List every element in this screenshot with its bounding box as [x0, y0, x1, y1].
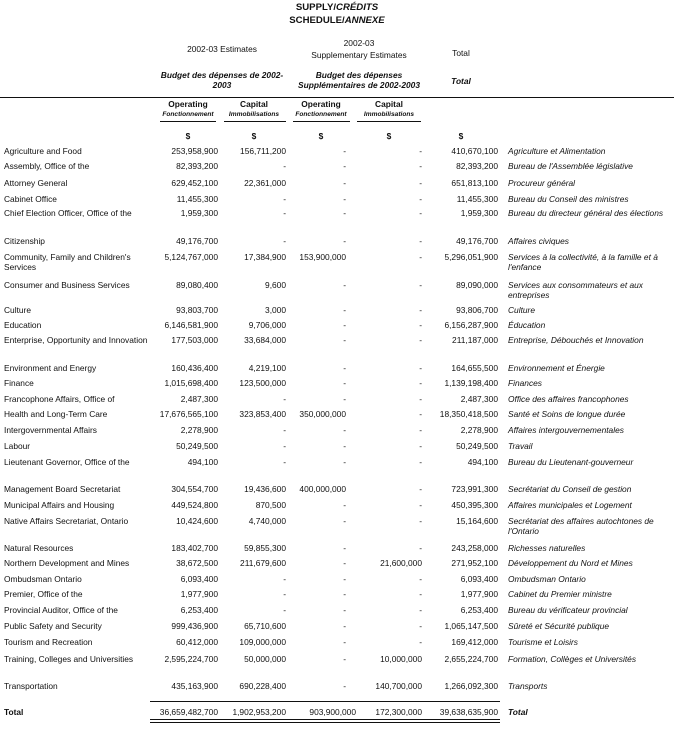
- row-name: Francophone Affairs, Office of: [4, 394, 115, 404]
- row-capital: -: [283, 457, 286, 467]
- row-supp-capital: -: [419, 335, 422, 345]
- row-capital: 109,000,000: [239, 637, 286, 647]
- row-total: 2,487,300: [460, 394, 498, 404]
- row-operating: 183,402,700: [171, 543, 218, 553]
- row-supp-operating: -: [343, 500, 346, 510]
- row-total: 6,156,287,900: [444, 320, 498, 330]
- row-supp-operating: -: [343, 280, 346, 290]
- row-supp-operating: -: [343, 161, 346, 171]
- currency-op: $: [185, 131, 191, 141]
- subheader-rule-1: [160, 121, 216, 122]
- row-supp-capital: -: [419, 457, 422, 467]
- header-estimates: 2002-03 Estimates: [187, 44, 257, 54]
- row-name: Tourism and Recreation: [4, 637, 93, 647]
- row-total: 82,393,200: [456, 161, 498, 171]
- row-supp-operating: -: [343, 335, 346, 345]
- row-operating: 304,554,700: [171, 484, 218, 494]
- row-supp-capital: -: [419, 194, 422, 204]
- row-total: 169,412,000: [451, 637, 498, 647]
- row-name: Premier, Office of the: [4, 589, 83, 599]
- row-name: Health and Long-Term Care: [4, 409, 108, 419]
- totals-label: Total: [4, 707, 24, 717]
- row-total: 1,065,147,500: [444, 621, 498, 631]
- row-supp-operating: -: [343, 178, 346, 188]
- row-supp-capital: -: [419, 208, 422, 218]
- row-name: Ombudsman Ontario: [4, 574, 82, 584]
- row-supp-capital: -: [419, 574, 422, 584]
- totals-total: 39,638,635,900: [439, 707, 498, 717]
- row-operating: 6,093,400: [180, 574, 218, 584]
- row-operating: 2,487,300: [180, 394, 218, 404]
- row-supp-capital: -: [419, 320, 422, 330]
- subheader-supp-capital-fr: Immobilisations: [363, 111, 415, 118]
- row-supp-operating: -: [343, 208, 346, 218]
- row-supp-capital: -: [419, 146, 422, 156]
- subheader-supp-operating-fr: Fonctionnement: [295, 111, 347, 118]
- row-name-fr: Procureur général: [508, 178, 576, 188]
- row-capital: -: [283, 441, 286, 451]
- row-name: Citizenship: [4, 236, 45, 246]
- row-operating: 5,124,767,000: [164, 252, 218, 262]
- row-supp-capital: 140,700,000: [375, 681, 422, 691]
- row-name: Municipal Affairs and Housing: [4, 500, 115, 510]
- row-total: 50,249,500: [456, 441, 498, 451]
- row-supp-operating: -: [343, 605, 346, 615]
- subheader-supp-operating: Operating: [301, 99, 341, 109]
- row-total: 651,813,100: [451, 178, 498, 188]
- row-supp-capital: -: [419, 305, 422, 315]
- row-operating: 17,676,565,100: [159, 409, 218, 419]
- row-name: Assembly, Office of the: [4, 161, 90, 171]
- row-name: Culture: [4, 305, 31, 315]
- row-operating: 2,595,224,700: [164, 654, 218, 664]
- totals-label-fr: Total: [508, 707, 528, 717]
- row-name: Intergovernmental Affairs: [4, 425, 97, 435]
- row-name: Natural Resources: [4, 543, 74, 553]
- row-supp-capital: -: [419, 543, 422, 553]
- row-name: Training, Colleges and Universities: [4, 654, 134, 664]
- row-supp-operating: -: [343, 194, 346, 204]
- row-name-fr: Agriculture et Alimentation: [508, 146, 606, 156]
- row-name-fr: Bureau du directeur général des élections: [508, 208, 664, 218]
- row-supp-capital: -: [419, 621, 422, 631]
- subheader-operating-fr: Fonctionnement: [162, 111, 214, 118]
- row-name-fr: Finances: [508, 378, 542, 388]
- row-supp-capital: -: [419, 484, 422, 494]
- row-name: Native Affairs Secretariat, Ontario: [4, 516, 129, 526]
- row-capital: 65,710,600: [244, 621, 286, 631]
- row-operating: 82,393,200: [176, 161, 218, 171]
- row-capital: 59,855,300: [244, 543, 286, 553]
- row-operating: 50,249,500: [176, 441, 218, 451]
- row-capital: 870,500: [255, 500, 286, 510]
- row-capital: -: [283, 605, 286, 615]
- row-name: Finance: [4, 378, 34, 388]
- subheader-rule-3: [293, 121, 350, 122]
- row-name-fr: Ombudsman Ontario: [508, 574, 586, 584]
- row-supp-capital: -: [419, 252, 422, 262]
- row-capital: 9,600: [265, 280, 286, 290]
- row-supp-capital: -: [419, 516, 422, 526]
- row-supp-operating: -: [343, 378, 346, 388]
- row-operating: 38,672,500: [176, 558, 218, 568]
- row-supp-operating: -: [343, 637, 346, 647]
- row-supp-capital: -: [419, 178, 422, 188]
- row-supp-capital: -: [419, 394, 422, 404]
- row-capital: -: [283, 194, 286, 204]
- row-total: 450,395,300: [451, 500, 498, 510]
- row-total: 494,100: [467, 457, 498, 467]
- row-supp-operating: -: [343, 441, 346, 451]
- row-total: 410,670,100: [451, 146, 498, 156]
- row-operating: 1,977,900: [180, 589, 218, 599]
- row-capital: 17,384,900: [244, 252, 286, 262]
- title-credits: CRÉDITS: [336, 2, 379, 13]
- row-operating: 629,452,100: [171, 178, 218, 188]
- row-name: Transportation: [4, 681, 58, 691]
- row-total: 2,278,900: [460, 425, 498, 435]
- row-operating: 93,803,700: [176, 305, 218, 315]
- row-total: 18,350,418,500: [439, 409, 498, 419]
- row-name: Cabinet Office: [4, 194, 57, 204]
- totals-scap: 172,300,000: [375, 707, 422, 717]
- row-name-fr: Cabinet du Premier ministre: [508, 589, 612, 599]
- totals-cap: 1,902,953,200: [232, 707, 286, 717]
- row-name-fr: Travail: [508, 441, 533, 451]
- row-capital: -: [283, 208, 286, 218]
- row-capital: 323,853,400: [239, 409, 286, 419]
- row-name: Consumer and Business Services: [4, 280, 130, 290]
- currency-scap: $: [386, 131, 392, 141]
- row-name: Management Board Secretariat: [4, 484, 121, 494]
- row-supp-capital: -: [419, 500, 422, 510]
- row-capital: -: [283, 161, 286, 171]
- row-capital: 211,679,600: [240, 558, 286, 568]
- row-supp-operating: -: [343, 589, 346, 599]
- row-total: 271,952,100: [451, 558, 498, 568]
- row-supp-operating: -: [343, 236, 346, 246]
- subheader-supp-capital: Capital: [375, 99, 403, 109]
- row-supp-capital: -: [419, 589, 422, 599]
- row-operating: 160,436,400: [171, 363, 218, 373]
- header-rule: [0, 97, 674, 98]
- row-name-fr: Richesses naturelles: [508, 543, 586, 553]
- row-name-fr: Affaires civiques: [508, 236, 569, 246]
- row-supp-capital: 10,000,000: [380, 654, 422, 664]
- row-capital: 9,706,000: [248, 320, 286, 330]
- row-capital: -: [283, 394, 286, 404]
- currency-cap: $: [251, 131, 257, 141]
- totals-rule-bottom-2: [150, 722, 500, 723]
- row-name-fr: Services à la collectivité, à la famille et à l'enfance: [508, 252, 658, 272]
- row-supp-operating: -: [343, 558, 346, 568]
- row-name-fr: Secrétariat du Conseil de gestion: [508, 484, 632, 494]
- row-total: 1,959,300: [460, 208, 498, 218]
- row-total: 49,176,700: [456, 236, 498, 246]
- row-supp-operating: -: [343, 394, 346, 404]
- row-name-fr: Office des affaires francophones: [508, 394, 629, 404]
- row-supp-operating: -: [343, 654, 346, 664]
- row-total: 6,253,400: [460, 605, 498, 615]
- row-supp-capital: -: [419, 441, 422, 451]
- row-capital: 123,500,000: [239, 378, 286, 388]
- row-name: Agriculture and Food: [4, 146, 82, 156]
- row-capital: -: [283, 425, 286, 435]
- row-operating: 6,146,581,900: [164, 320, 218, 330]
- title-supply: SUPPLY/: [295, 2, 337, 13]
- row-total: 1,977,900: [460, 589, 498, 599]
- row-name: Chief Election Officer, Office of the: [4, 208, 132, 218]
- currency-sop: $: [318, 131, 324, 141]
- row-total: 1,139,198,400: [444, 378, 498, 388]
- row-supp-capital: 21,600,000: [380, 558, 422, 568]
- row-capital: 4,219,100: [248, 363, 286, 373]
- row-capital: 19,436,600: [244, 484, 286, 494]
- row-supp-operating: 350,000,000: [299, 409, 346, 419]
- row-supp-capital: -: [419, 637, 422, 647]
- currency-total: $: [458, 131, 464, 141]
- row-operating: 177,503,000: [171, 335, 218, 345]
- totals-sop: 903,900,000: [309, 707, 356, 717]
- row-total: 11,455,300: [456, 194, 498, 204]
- row-name: Provincial Auditor, Office of the: [4, 605, 118, 615]
- row-name-fr: Développement du Nord et Mines: [508, 558, 633, 568]
- row-operating: 2,278,900: [180, 425, 218, 435]
- row-name: Lieutenant Governor, Office of the: [4, 457, 130, 467]
- totals-rule-bottom-1: [150, 719, 500, 720]
- row-name-fr: Affaires municipales et Logement: [508, 500, 632, 510]
- row-name-fr: Bureau du Conseil des ministres: [508, 194, 629, 204]
- row-capital: -: [283, 236, 286, 246]
- subheader-operating: Operating: [168, 99, 208, 109]
- row-name-fr: Culture: [508, 305, 535, 315]
- row-name-fr: Sûreté et Sécurité publique: [508, 621, 610, 631]
- row-total: 15,164,600: [456, 516, 498, 526]
- title-annexe: ANNEXE: [344, 15, 385, 26]
- row-capital: 690,228,400: [239, 681, 286, 691]
- row-supp-capital: -: [419, 236, 422, 246]
- row-operating: 999,436,900: [171, 621, 218, 631]
- row-total: 89,090,000: [456, 280, 498, 290]
- row-name: Attorney General: [4, 178, 68, 188]
- row-supp-operating: -: [343, 305, 346, 315]
- row-total: 6,093,400: [460, 574, 498, 584]
- row-total: 723,991,300: [451, 484, 498, 494]
- totals-rule-top: [150, 701, 500, 702]
- row-supp-operating: -: [343, 363, 346, 373]
- row-supp-operating: -: [343, 457, 346, 467]
- row-supp-capital: -: [419, 425, 422, 435]
- row-operating: 435,163,900: [171, 681, 218, 691]
- header-supp-line2: Supplementary Estimates: [311, 50, 407, 60]
- row-capital: -: [283, 574, 286, 584]
- row-name: Community, Family and Children's Services: [4, 252, 131, 272]
- row-supp-operating: -: [343, 146, 346, 156]
- row-name-fr: Éducation: [508, 320, 546, 330]
- row-name: Labour: [4, 441, 31, 451]
- row-supp-capital: -: [419, 161, 422, 171]
- row-operating: 1,959,300: [180, 208, 218, 218]
- row-name-fr: Bureau de l'Assemblée législative: [508, 161, 633, 171]
- row-name: Northern Development and Mines: [4, 558, 130, 568]
- row-capital: 33,684,000: [244, 335, 286, 345]
- row-name-fr: Bureau du Lieutenant-gouverneur: [508, 457, 634, 467]
- row-total: 211,187,000: [452, 335, 498, 345]
- row-name-fr: Affaires intergouvernementales: [508, 425, 624, 435]
- row-name-fr: Bureau du vérificateur provincial: [508, 605, 628, 615]
- row-supp-operating: -: [343, 320, 346, 330]
- row-total: 243,258,000: [451, 543, 498, 553]
- row-supp-operating: -: [343, 681, 346, 691]
- row-name-fr: Environnement et Énergie: [508, 363, 605, 373]
- row-operating: 10,424,600: [176, 516, 218, 526]
- row-name-fr: Services aux consommateurs et aux entreprises: [508, 280, 643, 300]
- subheader-capital-fr: Immobilisations: [228, 111, 280, 118]
- row-supp-capital: -: [419, 378, 422, 388]
- row-name-fr: Formation, Collèges et Universités: [508, 654, 637, 664]
- row-supp-operating: -: [343, 425, 346, 435]
- row-capital: 3,000: [265, 305, 286, 315]
- row-name: Public Safety and Security: [4, 621, 102, 631]
- row-capital: 4,740,000: [248, 516, 286, 526]
- row-operating: 494,100: [187, 457, 218, 467]
- row-operating: 253,958,900: [171, 146, 218, 156]
- row-name-fr: Santé et Soins de longue durée: [508, 409, 626, 419]
- row-name-fr: Secrétariat des affaires autochtones de l'Ontario: [508, 516, 654, 536]
- row-capital: 156,711,200: [240, 146, 286, 156]
- row-supp-capital: -: [419, 605, 422, 615]
- header-supp-line1: 2002-03: [343, 38, 375, 48]
- row-operating: 1,015,698,400: [164, 378, 218, 388]
- title-line-2: [0, 16, 674, 26]
- row-supp-capital: -: [419, 363, 422, 373]
- header-supp-fr: Budget des dépenses Supplémentaires de 2002-2003: [298, 70, 420, 90]
- row-total: 2,655,224,700: [444, 654, 498, 664]
- header-total: Total: [452, 48, 470, 58]
- row-total: 164,655,500: [451, 363, 498, 373]
- row-supp-operating: 153,900,000: [299, 252, 346, 262]
- row-capital: 22,361,000: [244, 178, 286, 188]
- header-estimates-fr: Budget des dépenses de 2002-2003: [160, 70, 284, 90]
- row-supp-operating: 400,000,000: [299, 484, 346, 494]
- row-operating: 449,524,800: [171, 500, 218, 510]
- header-total-fr: Total: [451, 76, 471, 86]
- subheader-capital: Capital: [240, 99, 268, 109]
- row-capital: -: [283, 589, 286, 599]
- row-name: Environment and Energy: [4, 363, 97, 373]
- row-total: 1,266,092,300: [444, 681, 498, 691]
- row-name-fr: Tourisme et Loisirs: [508, 637, 578, 647]
- row-total: 93,806,700: [456, 305, 498, 315]
- row-supp-capital: -: [419, 409, 422, 419]
- title-line-1: [0, 3, 674, 13]
- row-name-fr: Entreprise, Débouchés et Innovation: [508, 335, 644, 345]
- row-operating: 49,176,700: [176, 236, 218, 246]
- row-supp-operating: -: [343, 621, 346, 631]
- row-name: Enterprise, Opportunity and Innovation: [4, 335, 148, 345]
- subheader-rule-4: [357, 121, 421, 122]
- row-supp-operating: -: [343, 574, 346, 584]
- row-supp-capital: -: [419, 280, 422, 290]
- row-name: Education: [4, 320, 42, 330]
- totals-op: 36,659,482,700: [159, 707, 218, 717]
- row-operating: 60,412,000: [176, 637, 218, 647]
- row-operating: 6,253,400: [180, 605, 218, 615]
- row-capital: 50,000,000: [244, 654, 286, 664]
- title-schedule: SCHEDULE/: [289, 15, 345, 26]
- subheader-rule-2: [224, 121, 286, 122]
- row-total: 5,296,051,900: [444, 252, 498, 262]
- row-operating: 11,455,300: [176, 194, 218, 204]
- row-name-fr: Transports: [508, 681, 548, 691]
- row-supp-operating: -: [343, 543, 346, 553]
- row-supp-operating: -: [343, 516, 346, 526]
- row-operating: 89,080,400: [176, 280, 218, 290]
